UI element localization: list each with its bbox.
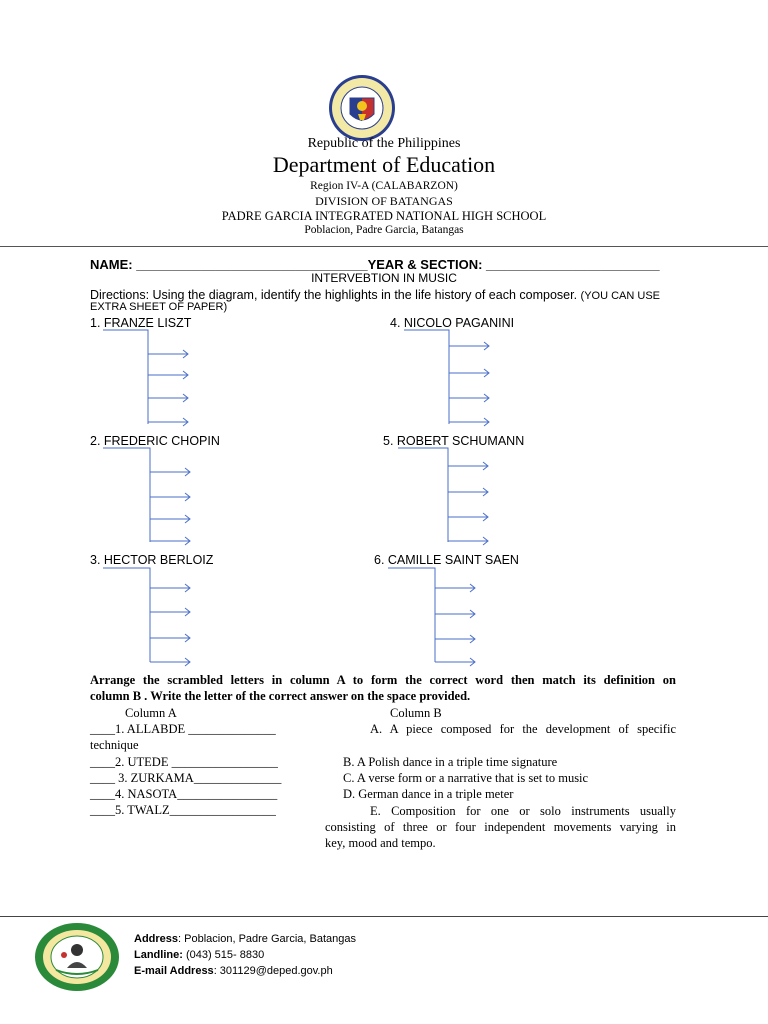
footer-email: E-mail Address: 301129@deped.gov.ph bbox=[134, 965, 333, 977]
composer-label-6: 6. CAMILLE SAINT SAEN bbox=[374, 553, 519, 567]
worksheet-title: INTERVEBTION IN MUSIC bbox=[311, 271, 457, 285]
column-a-header: Column A bbox=[125, 706, 177, 720]
column-b-item-c: C. A verse form or a narrative that is set to music bbox=[343, 771, 589, 785]
composer-label-2: 2. FREDERIC CHOPIN bbox=[90, 434, 220, 448]
column-b-item-e-line3: key, mood and tempo. bbox=[325, 836, 436, 850]
school-logo bbox=[34, 922, 120, 992]
composer-label-5: 5. ROBERT SCHUMANN bbox=[383, 434, 525, 448]
column-a-item-4: ____4. NASOTA________________ bbox=[90, 787, 278, 801]
seal-icon bbox=[328, 74, 396, 142]
composer-diagram-4 bbox=[404, 328, 504, 428]
composer-diagram-5 bbox=[398, 446, 498, 546]
column-a-item-2: ____2. UTEDE _________________ bbox=[90, 755, 278, 769]
column-a-item-5: ____5. TWALZ_________________ bbox=[90, 803, 276, 817]
division-text: DIVISION OF BATANGAS bbox=[315, 194, 453, 208]
composer-label-3: 3. HECTOR BERLOIZ bbox=[90, 553, 214, 567]
directions-text: Directions: Using the diagram, identify the highlights in the life history of each composer. (YOU CAN USE bbox=[90, 288, 661, 302]
footer-address: Address: Poblacion, Padre Garcia, Batangas bbox=[134, 933, 356, 945]
column-a-item-1: ____1. ALLABDE ______________ bbox=[90, 722, 276, 736]
school-name: PADRE GARCIA INTEGRATED NATIONAL HIGH SCHOOL bbox=[221, 209, 547, 223]
column-b-item-a: A. A piece composed for the development of specific bbox=[370, 722, 676, 736]
composer-diagram-6 bbox=[388, 566, 488, 666]
column-b-item-e: E. Composition for one or solo instruments usually bbox=[370, 804, 676, 818]
composer-label-1: 1. FRANZE LISZT bbox=[90, 316, 192, 330]
directions-note: EXTRA SHEET OF PAPER) bbox=[90, 301, 228, 313]
composer-label-4: 4. NICOLO PAGANINI bbox=[390, 316, 515, 330]
deped-seal bbox=[328, 74, 396, 142]
school-location: Poblacion, Padre Garcia, Batangas bbox=[304, 224, 464, 236]
column-a-wrap: technique bbox=[90, 738, 139, 752]
column-b-item-b: B. A Polish dance in a triple time signature bbox=[343, 755, 558, 769]
department-title: Department of Education bbox=[272, 152, 496, 177]
composer-diagram-1 bbox=[100, 328, 200, 428]
arrange-instruction-line1: Arrange the scrambled letters in column A to form the correct word then match its definition on bbox=[90, 673, 676, 687]
column-b-item-d: D. German dance in a triple meter bbox=[343, 787, 514, 801]
composer-diagram-3 bbox=[100, 566, 200, 666]
column-a-item-3: ____ 3. ZURKAMA______________ bbox=[90, 771, 282, 785]
name-year-section-line: NAME: ________________________________YEAR & SECTION: ________________________ bbox=[90, 257, 660, 272]
footer-divider bbox=[0, 916, 768, 917]
header-divider bbox=[0, 246, 768, 247]
column-b-header: Column B bbox=[390, 706, 442, 720]
column-b-item-e-line2: consisting of three or four independent movements varying in bbox=[325, 820, 676, 834]
school-logo-icon bbox=[34, 922, 120, 992]
composer-diagram-2 bbox=[100, 446, 200, 546]
region-text: Region IV-A (CALABARZON) bbox=[310, 180, 458, 192]
republic-text: Republic of the Philippines bbox=[307, 136, 461, 151]
arrange-instruction-line2: column B . Write the letter of the correct answer on the space provided. bbox=[90, 689, 471, 703]
footer-landline: Landline: (043) 515- 8830 bbox=[134, 949, 265, 961]
